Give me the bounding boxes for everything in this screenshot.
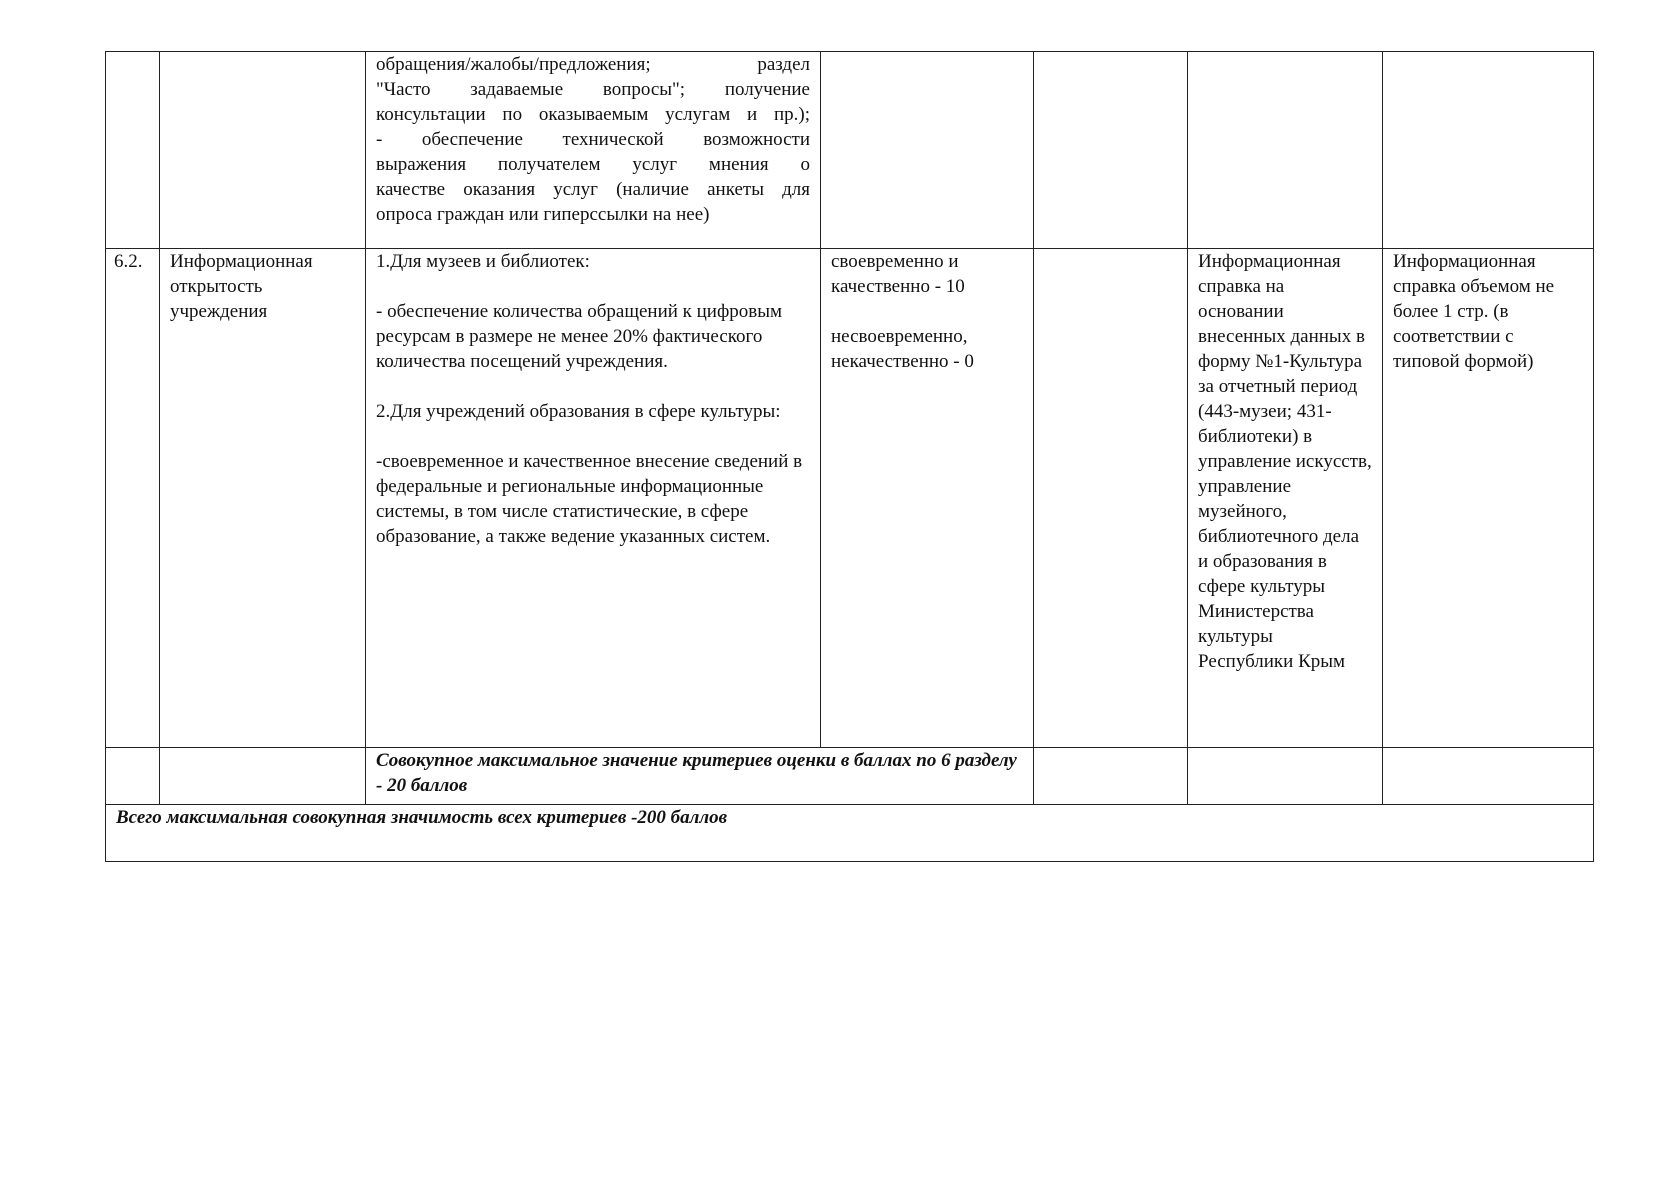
criteria-table	[105, 51, 1594, 862]
table-row-section-total	[106, 748, 1594, 805]
education-text: -своевременное и качественное внесение сведений в федеральные и региональные информационные системы, в том числе статистические, в сфере образование, а также ведение указанных систем.	[376, 451, 803, 547]
section-total: Совокупное максимальное значение критериев оценки в баллах по 6 разделу - 20 баллов	[366, 748, 1034, 805]
museums-text: - обеспечение количества обращений к цифровым ресурсам в размере не менее 20% фактического количества посещений учреждения.	[376, 301, 783, 372]
cell-criteria-6-2	[366, 249, 821, 748]
cell-name-empty	[160, 748, 366, 805]
cell-source-empty	[1188, 748, 1383, 805]
report-format: Информационная справка объемом не более 1 стр. (в соответствии с типовой формой)	[1383, 249, 1594, 748]
criteria-line: консультации по оказываемым услугам и пр.);	[376, 104, 810, 125]
cell-number-empty	[106, 748, 160, 805]
criteria-line: качестве оказания услуг (наличие анкеты для	[376, 179, 810, 200]
criterion-name: Информационная открытость учреждения	[160, 249, 366, 748]
grand-total: Всего максимальная совокупная значимость всех критериев -200 баллов	[106, 805, 1594, 862]
table-row-grand-total	[106, 805, 1594, 862]
cell-criteria-continuation	[366, 52, 821, 249]
source-document: Информационная справка на основании внесенных данных в форму №1-Культура за отчетный период (443-музеи; 431-библиотеки) в управление искусств, управление музейного, библиотечного дела и образования в сфере культуры Министерства культуры Республики Крым	[1188, 249, 1383, 748]
cell-format-empty	[1383, 52, 1594, 249]
cell-weight-6-2	[1034, 249, 1188, 748]
cell-format-empty	[1383, 748, 1594, 805]
cell-scores-6-2	[821, 249, 1034, 748]
cell-number-empty	[106, 52, 160, 249]
table-row-6-2	[106, 249, 1594, 748]
cell-weight-empty	[1034, 748, 1188, 805]
cell-name-empty	[160, 52, 366, 249]
score-bad: несвоевременно, некачественно - 0	[831, 326, 974, 372]
row-number: 6.2.	[106, 249, 160, 748]
criteria-line: опроса граждан или гиперссылки на нее)	[376, 204, 710, 225]
table-row-continuation	[106, 52, 1594, 249]
score-good: своевременно и качественно - 10	[831, 251, 965, 297]
criteria-line: выражения получателем услуг мнения о	[376, 154, 810, 175]
cell-scores-empty	[821, 52, 1034, 249]
education-heading: 2.Для учреждений образования в сфере культуры:	[376, 401, 781, 422]
criteria-line: "Часто задаваемые вопросы"; получение	[376, 79, 810, 100]
cell-weight-empty	[1034, 52, 1188, 249]
criteria-line: обращения/жалобы/предложения; раздел	[376, 54, 810, 75]
cell-source-empty	[1188, 52, 1383, 249]
criteria-line: - обеспечение технической возможности	[376, 129, 810, 150]
museums-heading: 1.Для музеев и библиотек:	[376, 251, 590, 272]
